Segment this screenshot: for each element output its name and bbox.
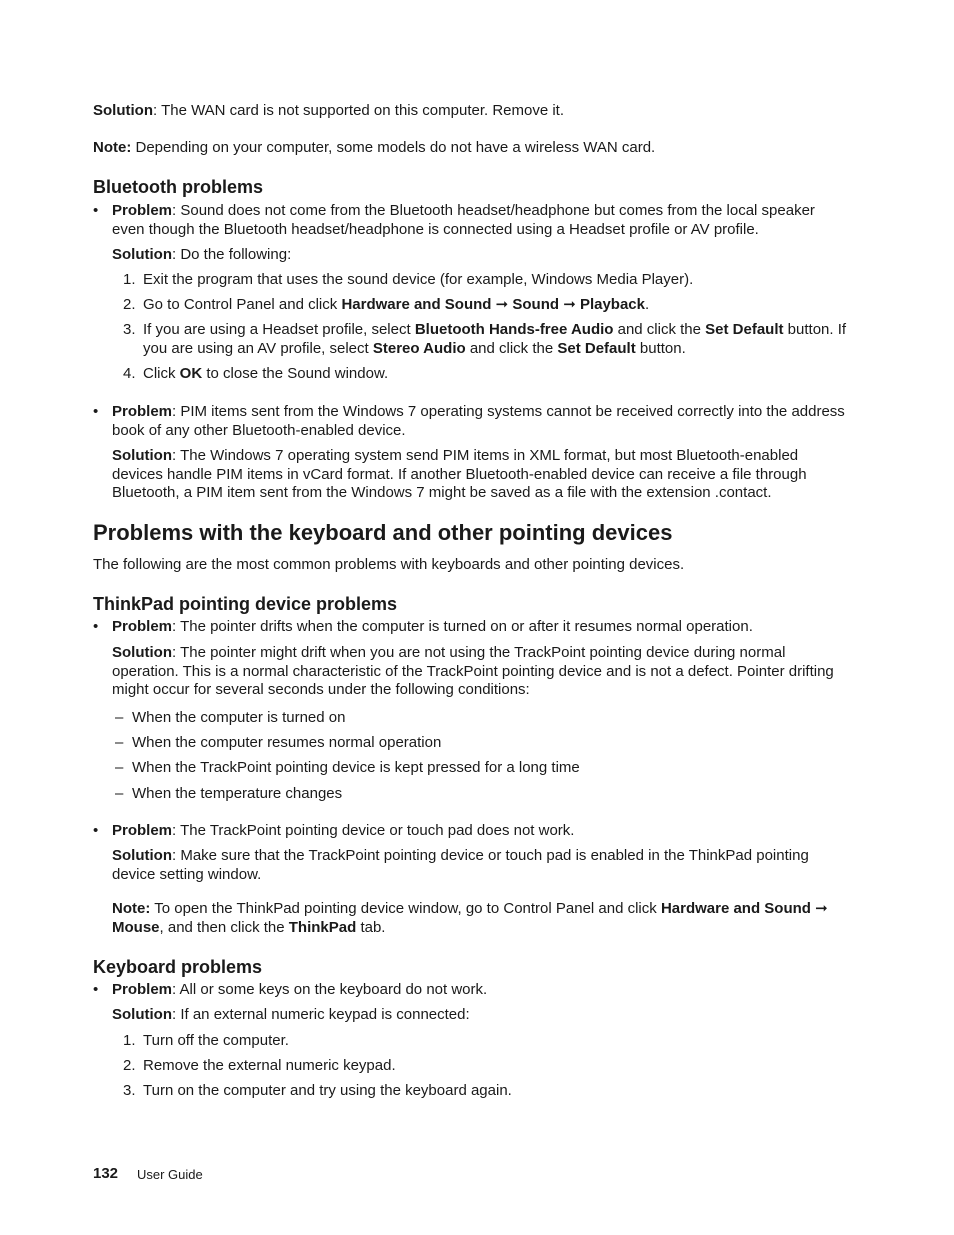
bluetooth-heading: Bluetooth problems bbox=[93, 177, 263, 197]
arrow-icon: ➞ bbox=[559, 296, 580, 313]
bluetooth-solution-2: Solution: The Windows 7 operating system send PIM items in XML format, but most Bluetooth-enabled devices handle PIM items in vCard format. If another Bluetooth-enabled device can receive a file through Bluetooth, a PIM item sent from the Windows 7 might be saved as a file with the extension .contact. bbox=[112, 447, 807, 501]
keyboard-heading: Keyboard problems bbox=[93, 957, 263, 977]
step-text: Go to Control Panel and click Hardware and Sound ➞ Sound ➞ Playback. bbox=[143, 296, 650, 313]
bullet: • bbox=[93, 403, 99, 420]
dash: – bbox=[115, 709, 124, 726]
bluetooth-solution-1: Solution: Do the following: bbox=[112, 246, 292, 263]
thinkpad-solution-2: Solution: Make sure that the TrackPoint pointing device or touch pad is enabled in the ThinkPad pointing device setting window. bbox=[112, 847, 809, 883]
section-intro: The following are the most common problems with keyboards and other pointing devices. bbox=[93, 556, 685, 573]
thinkpad-problem-1: Problem: The pointer drifts when the computer is turned on or after it resumes normal operation. bbox=[112, 618, 753, 635]
condition-item: When the temperature changes bbox=[132, 785, 343, 802]
bullet: • bbox=[93, 981, 99, 998]
thinkpad-heading: ThinkPad pointing device problems bbox=[93, 594, 398, 614]
keyboard-solution: Solution: If an external numeric keypad is connected: bbox=[112, 1006, 470, 1023]
keyboard-problem: Problem: All or some keys on the keyboard do not work. bbox=[112, 981, 488, 998]
bluetooth-problem-2: Problem: PIM items sent from the Windows 7 operating systems cannot be received correctly into the address book of any other Bluetooth-enabled device. bbox=[112, 403, 845, 439]
step-text: If you are using a Headset profile, select Bluetooth Hands-free Audio and click the Set Default button. If you are using an AV profile, select Stereo Audio and click the Set Default button. bbox=[143, 321, 847, 357]
step-number: 1. bbox=[123, 1032, 136, 1049]
arrow-icon: ➞ bbox=[491, 296, 513, 313]
bullet: • bbox=[93, 822, 99, 839]
dash: – bbox=[115, 759, 124, 776]
wan-solution: Solution: The WAN card is not supported on this computer. Remove it. bbox=[93, 102, 565, 119]
step-text: Click OK to close the Sound window. bbox=[143, 365, 389, 382]
step-number: 2. bbox=[123, 296, 136, 313]
wan-note: Note: Depending on your computer, some models do not have a wireless WAN card. bbox=[93, 139, 656, 156]
bullet: • bbox=[93, 202, 99, 219]
bullet: • bbox=[93, 618, 99, 635]
step-number: 4. bbox=[123, 365, 136, 382]
step-number: 3. bbox=[123, 321, 136, 338]
condition-item: When the TrackPoint pointing device is kept pressed for a long time bbox=[132, 759, 580, 776]
dash: – bbox=[115, 785, 124, 802]
thinkpad-note: Note: To open the ThinkPad pointing device window, go to Control Panel and click Hardware and Sound ➞ Mouse, and then click the ThinkPad tab. bbox=[112, 900, 828, 936]
thinkpad-solution-1: Solution: The pointer might drift when you are not using the TrackPoint pointing device during normal operation. This is a normal characteristic of the TrackPoint pointing device and is not a defect. Pointer drifting might occur for several seconds under the following conditions: bbox=[112, 644, 834, 698]
arrow-icon: ➞ bbox=[810, 900, 828, 917]
dash: – bbox=[115, 734, 124, 751]
condition-item: When the computer is turned on bbox=[132, 709, 346, 726]
step-number: 1. bbox=[123, 271, 136, 288]
step-text: Turn on the computer and try using the keyboard again. bbox=[143, 1082, 512, 1099]
step-text: Turn off the computer. bbox=[143, 1032, 289, 1049]
footer-title: User Guide bbox=[137, 1167, 203, 1182]
step-text: Remove the external numeric keypad. bbox=[143, 1057, 396, 1074]
bluetooth-problem-1: Problem: Sound does not come from the Bluetooth headset/headphone but comes from the local speaker even though the Bluetooth headset/headphone is connected using a Headset profile or AV profile. bbox=[112, 202, 815, 238]
condition-item: When the computer resumes normal operation bbox=[132, 734, 442, 751]
thinkpad-problem-2: Problem: The TrackPoint pointing device or touch pad does not work. bbox=[112, 822, 575, 839]
step-number: 2. bbox=[123, 1057, 136, 1074]
step-text: Exit the program that uses the sound device (for example, Windows Media Player). bbox=[143, 271, 694, 288]
section-heading: Problems with the keyboard and other pointing devices bbox=[93, 520, 673, 545]
step-number: 3. bbox=[123, 1082, 136, 1099]
page-number: 132 bbox=[93, 1165, 119, 1182]
